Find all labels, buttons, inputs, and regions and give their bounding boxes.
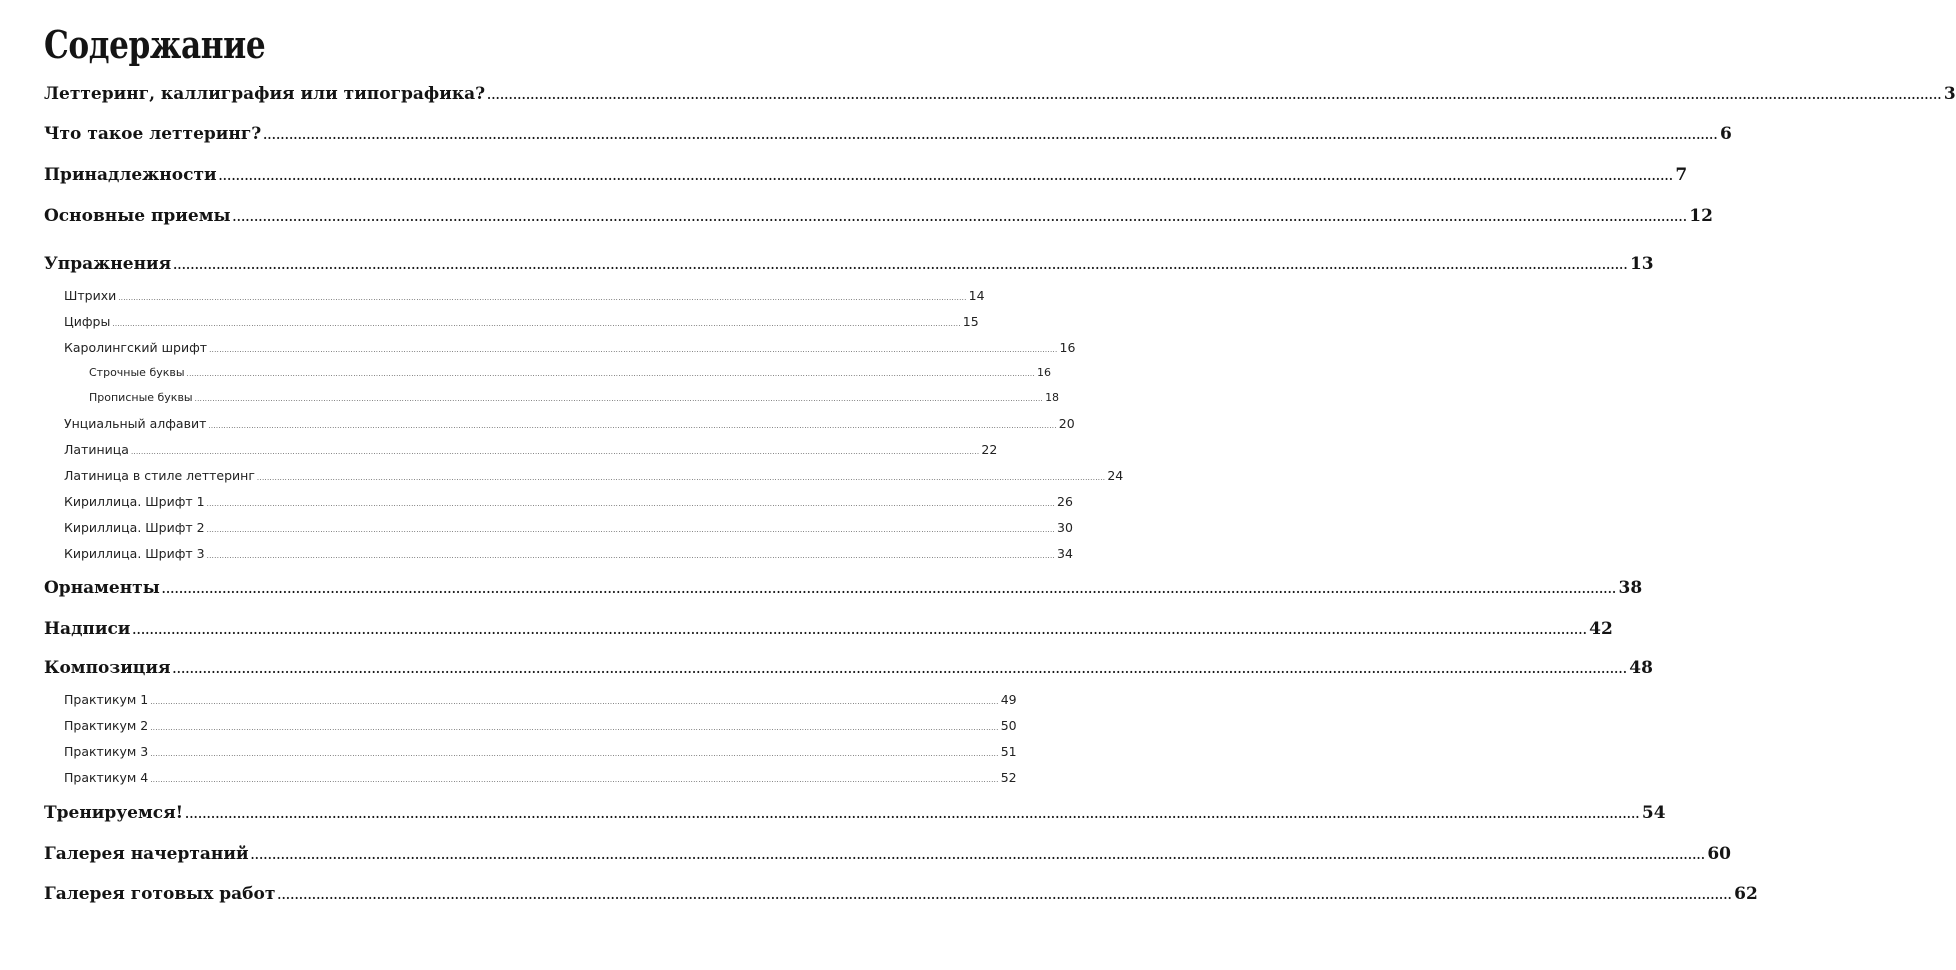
toc-entry-uncial[interactable] — [64, 416, 1075, 431]
toc-entry-label: Галерея готовых работ — [44, 884, 276, 904]
toc-entry-page: 18 — [1045, 391, 1060, 404]
toc-entry-page: 24 — [1107, 468, 1124, 483]
toc-entry-page: 49 — [1000, 692, 1017, 707]
dot-leader: ................................................................................................................................................................................................................................................................................................................................................ — [194, 395, 1044, 403]
toc-entry-label: Практикум 4 — [64, 770, 149, 785]
toc-entry-cyrillic-1[interactable] — [64, 494, 1073, 509]
dot-leader: ................................................................................................................................................................................................................................................................................................................................................ — [487, 89, 1942, 102]
toc-entry-lowercase[interactable] — [89, 366, 1051, 379]
dot-leader: ................................................................................................................................................................................................................................................................................................................................................ — [206, 500, 1056, 508]
toc-entry-practicum-3[interactable] — [64, 744, 1017, 759]
toc-entry-page: 38 — [1618, 578, 1643, 598]
dot-leader: ................................................................................................................................................................................................................................................................................................................................................ — [209, 346, 1058, 354]
toc-entry-inscriptions[interactable] — [44, 619, 1613, 639]
toc-entry-label: Принадлежности — [44, 165, 217, 185]
dot-leader: ................................................................................................................................................................................................................................................................................................................................................ — [186, 370, 1035, 378]
toc-entry-page: 42 — [1589, 619, 1613, 639]
toc-entry-label: Унциальный алфавит — [64, 416, 207, 431]
toc-entry-label: Латиница в стиле леттеринг — [64, 468, 255, 483]
dot-leader: ................................................................................................................................................................................................................................................................................................................................................ — [150, 698, 999, 706]
dot-leader: ................................................................................................................................................................................................................................................................................................................................................ — [118, 294, 967, 302]
dot-leader: ................................................................................................................................................................................................................................................................................................................................................ — [263, 129, 1718, 142]
toc-entry-page: 50 — [1000, 718, 1017, 733]
toc-entry-what-is-lettering[interactable] — [44, 124, 1732, 144]
toc-entry-label: Тренируемся! — [44, 803, 184, 823]
toc-entry-typeface-gallery[interactable] — [44, 844, 1731, 864]
toc-entry-label: Прописные буквы — [89, 391, 193, 404]
toc-entry-page: 20 — [1058, 416, 1075, 431]
toc-entry-label: Леттеринг, каллиграфия или типографика? — [44, 84, 486, 104]
toc-entry-ornaments[interactable] — [44, 578, 1643, 598]
toc-entry-page: 48 — [1629, 658, 1653, 678]
dot-leader: ................................................................................................................................................................................................................................................................................................................................................ — [130, 448, 980, 456]
toc-entry-label: Практикум 2 — [64, 718, 149, 733]
toc-entry-page: 6 — [1719, 124, 1732, 144]
dot-leader: ................................................................................................................................................................................................................................................................................................................................................ — [206, 526, 1056, 534]
toc-entry-basic-techniques[interactable] — [44, 206, 1713, 226]
toc-entry-label: Галерея начертаний — [44, 844, 249, 864]
toc-entry-label: Надписи — [44, 619, 131, 639]
toc-entry-label: Композиция — [44, 658, 171, 678]
toc-entry-page: 13 — [1629, 254, 1654, 274]
dot-leader: ................................................................................................................................................................................................................................................................................................................................................ — [172, 663, 1628, 676]
toc-entry-uppercase[interactable] — [89, 391, 1060, 404]
toc-entry-strokes[interactable] — [64, 288, 985, 303]
toc-entry-label: Кириллица. Шрифт 1 — [64, 494, 205, 509]
toc-entry-label: Цифры — [64, 314, 111, 329]
dot-leader: ................................................................................................................................................................................................................................................................................................................................................ — [208, 422, 1057, 430]
toc-entry-practicum-4[interactable] — [64, 770, 1017, 785]
toc-entry-page: 60 — [1707, 844, 1731, 864]
toc-entry-label: Что такое леттеринг? — [44, 124, 262, 144]
toc-entry-page: 3 — [1943, 84, 1956, 104]
dot-leader: ................................................................................................................................................................................................................................................................................................................................................ — [256, 474, 1106, 482]
toc-entry-page: 51 — [1000, 744, 1017, 759]
toc-entry-works-gallery[interactable] — [44, 884, 1758, 904]
toc-entry-page: 54 — [1641, 803, 1666, 823]
dot-leader: ................................................................................................................................................................................................................................................................................................................................................ — [132, 624, 1588, 637]
toc-entry-exercises[interactable] — [44, 254, 1654, 274]
toc-entry-practicum-2[interactable] — [64, 718, 1017, 733]
dot-leader: ................................................................................................................................................................................................................................................................................................................................................ — [218, 170, 1674, 183]
toc-entry-page: 15 — [962, 314, 979, 329]
dot-leader: ................................................................................................................................................................................................................................................................................................................................................ — [112, 320, 961, 328]
toc-entry-page: 7 — [1675, 165, 1688, 185]
toc-entry-label: Основные приемы — [44, 206, 231, 226]
toc-entry-label: Практикум 1 — [64, 692, 149, 707]
dot-leader: ................................................................................................................................................................................................................................................................................................................................................ — [150, 776, 999, 784]
toc-entry-label: Орнаменты — [44, 578, 160, 598]
toc-entry-label: Латиница — [64, 442, 129, 457]
toc-entry-label: Кириллица. Шрифт 2 — [64, 520, 205, 535]
toc-entry-carolingian[interactable] — [64, 340, 1076, 355]
toc-entry-page: 12 — [1689, 206, 1713, 226]
toc-entry-supplies[interactable] — [44, 165, 1688, 185]
toc-entry-practicum-1[interactable] — [64, 692, 1017, 707]
toc-entry-latin[interactable] — [64, 442, 998, 457]
dot-leader: ................................................................................................................................................................................................................................................................................................................................................ — [185, 808, 1640, 821]
dot-leader: ................................................................................................................................................................................................................................................................................................................................................ — [250, 849, 1706, 862]
toc-entry-page: 16 — [1036, 366, 1051, 379]
dot-leader: ................................................................................................................................................................................................................................................................................................................................................ — [173, 259, 1628, 272]
toc-entry-page: 22 — [981, 442, 998, 457]
toc-entry-page: 52 — [1000, 770, 1017, 785]
toc-entry-digits[interactable] — [64, 314, 979, 329]
toc-entry-page: 30 — [1057, 520, 1073, 535]
dot-leader: ................................................................................................................................................................................................................................................................................................................................................ — [150, 750, 999, 758]
toc-entry-label: Каролингский шрифт — [64, 340, 208, 355]
dot-leader: ................................................................................................................................................................................................................................................................................................................................................ — [277, 889, 1733, 902]
page-title: Содержание — [44, 22, 266, 67]
toc-entry-lettering-calligraphy[interactable] — [44, 84, 1956, 104]
dot-leader: ................................................................................................................................................................................................................................................................................................................................................ — [161, 583, 1617, 596]
toc-entry-page: 34 — [1057, 546, 1073, 561]
toc-entry-practice[interactable] — [44, 803, 1666, 823]
toc-entry-page: 14 — [968, 288, 985, 303]
toc-entry-page: 26 — [1057, 494, 1073, 509]
toc-entry-label: Практикум 3 — [64, 744, 149, 759]
toc-entry-cyrillic-3[interactable] — [64, 546, 1073, 561]
dot-leader: ................................................................................................................................................................................................................................................................................................................................................ — [232, 211, 1688, 224]
toc-entry-page: 16 — [1059, 340, 1076, 355]
dot-leader: ................................................................................................................................................................................................................................................................................................................................................ — [206, 552, 1056, 560]
toc-entry-label: Строчные буквы — [89, 366, 185, 379]
toc-entry-cyrillic-2[interactable] — [64, 520, 1073, 535]
toc-entry-label: Штрихи — [64, 288, 117, 303]
toc-entry-label: Упражнения — [44, 254, 172, 274]
toc-entry-latin-lettering[interactable] — [64, 468, 1124, 483]
toc-entry-label: Кириллица. Шрифт 3 — [64, 546, 205, 561]
toc-entry-page: 62 — [1734, 884, 1758, 904]
toc-entry-composition[interactable] — [44, 658, 1653, 678]
dot-leader: ................................................................................................................................................................................................................................................................................................................................................ — [150, 724, 999, 732]
